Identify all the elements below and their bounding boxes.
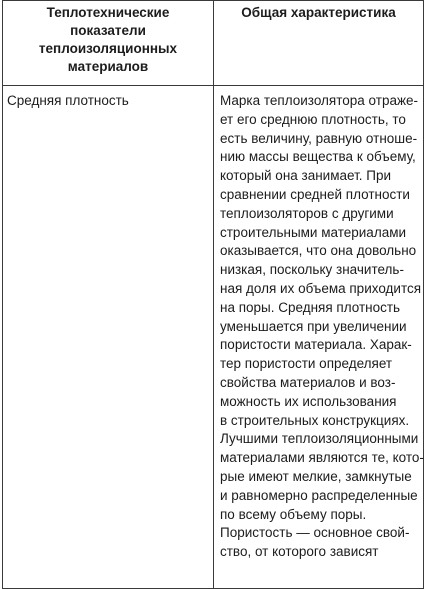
description-line: ная доля их объема приходится [220,280,422,296]
indicator-label: Средняя плотность [7,93,129,108]
description-line: рые имеют мелкие, замкнутые [220,468,412,484]
table-row [3,86,424,589]
header-cell-indicators [3,1,214,86]
description-line: по всему объему поры. [220,506,367,522]
description-line: Лучшими теплоизоляционными [220,431,419,447]
description-cell [214,86,424,589]
description-line: Пористость — основное свой- [220,525,410,541]
description-line: в строительных конструкциях. [220,412,410,428]
description-line: тер пористости определяет [220,356,393,372]
properties-table [2,0,424,589]
description-line: ет его среднюю плотность, то [220,111,406,127]
description-line: нию массы вещества к объему, [220,149,416,165]
description-line: на поры. Средняя плотность [220,299,401,315]
description-line: материалами являются те, кото- [220,450,424,466]
description-line: есть величину, равную отноше- [220,130,418,146]
description-line: низкая, поскольку значитель- [220,262,404,278]
description-line: ство, от которого зависят [220,544,379,560]
description-line: который она занимает. При [220,168,392,184]
description-line: строительными материалами [220,224,407,240]
description-line: Марка теплоизолятора отраже- [220,93,418,108]
description-line: сравнении средней плотности [220,186,410,202]
description-line: и равномерно распределенные [220,487,418,503]
table-header-row [3,1,424,86]
description-line: оказывается, что она довольно [220,243,417,259]
description-text [214,86,423,562]
header-characteristic-label: Общая характеристика [241,5,396,20]
header-cell-characteristic [214,1,424,86]
description-line: теплоизоляторов с другими [220,205,394,221]
description-line: свойства материалов и воз- [220,374,396,390]
description-line: уменьшается при увеличении [220,318,407,334]
indicator-cell [3,86,214,589]
description-line: пористости материала. Харак- [220,337,412,353]
description-line: можность их использования [220,393,397,409]
header-indicators-label: Теплотехнические показатели теплоизоляционных материалов [38,5,178,74]
